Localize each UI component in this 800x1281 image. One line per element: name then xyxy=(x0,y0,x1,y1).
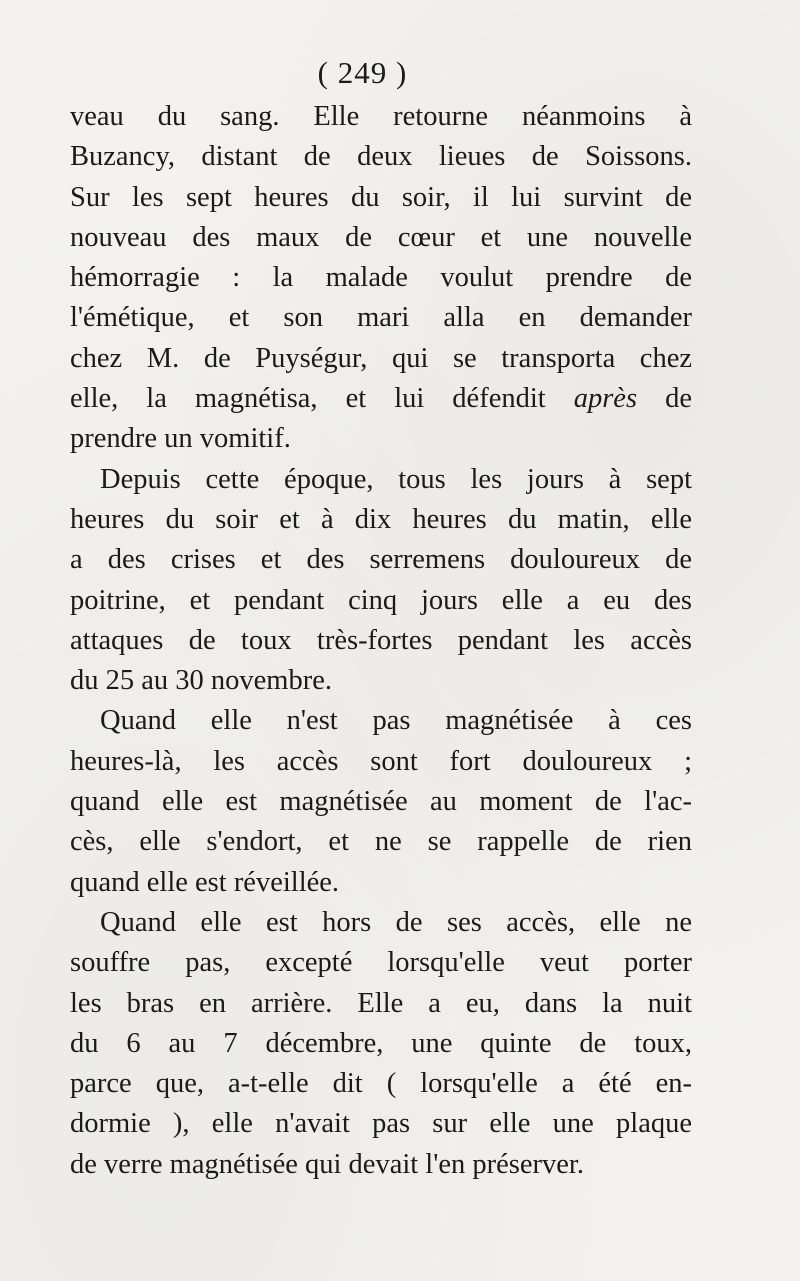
text-line: les bras en arrière. Elle a eu, dans la nuit xyxy=(70,987,692,1019)
text-line: Depuis cette époque, tous les jours à sept xyxy=(100,463,692,495)
text-line: cès, elle s'endort, et ne se rappelle de rien xyxy=(70,826,692,858)
text-line: chez M. de Puységur, qui se transporta chez xyxy=(70,342,692,374)
text-line: Quand elle n'est pas magnétisée à ces xyxy=(100,705,692,737)
text-line: Quand elle est hors de ses accès, elle ne xyxy=(100,906,692,938)
text-line: Buzancy, distant de deux lieues de Soissons. xyxy=(70,141,692,173)
text-line: l'émétique, et son mari alla en demander xyxy=(70,302,692,334)
text-line: hémorragie : la malade voulut prendre de xyxy=(70,262,692,294)
text-segment: elle, la magnétisa, et lui défendit xyxy=(70,383,546,415)
text-line: veau du sang. Elle retourne néanmoins à xyxy=(70,101,692,132)
text-line: parce que, a-t-elle dit ( lorsqu'elle a été en- xyxy=(70,1068,692,1100)
italic-word: après xyxy=(573,383,638,415)
text-line: nouveau des maux de cœur et une nouvelle xyxy=(70,221,692,253)
text-line: a des crises et des serremens douloureux de xyxy=(70,544,692,576)
text-line: attaques de toux très-fortes pendant les accès xyxy=(70,624,692,656)
page-number: ( 249 ) xyxy=(317,55,408,90)
text-line: Sur les sept heures du soir, il lui survint de xyxy=(70,181,692,213)
body-text xyxy=(70,97,692,1185)
text-line: quand elle est magnétisée au moment de l'ac- xyxy=(70,786,692,818)
text-line: prendre un vomitif. xyxy=(70,423,291,455)
text-line-emphasis xyxy=(70,379,692,419)
text-line: heures-là, les accès sont fort douloureux ; xyxy=(70,745,692,777)
text-line: quand elle est réveillée. xyxy=(70,866,340,898)
text-line: du 6 au 7 décembre, une quinte de toux, xyxy=(70,1027,692,1059)
text-line: poitrine, et pendant cinq jours elle a eu des xyxy=(70,584,692,616)
text-line: dormie ), elle n'avait pas sur elle une plaque xyxy=(70,1108,692,1140)
text-segment: de xyxy=(665,383,692,415)
text-line: heures du soir et à dix heures du matin, elle xyxy=(70,503,692,535)
text-line: souffre pas, excepté lorsqu'elle veut porter xyxy=(70,947,692,979)
text-line: du 25 au 30 novembre. xyxy=(70,665,332,697)
text-line: de verre magnétisée qui devait l'en préserver. xyxy=(70,1148,584,1180)
